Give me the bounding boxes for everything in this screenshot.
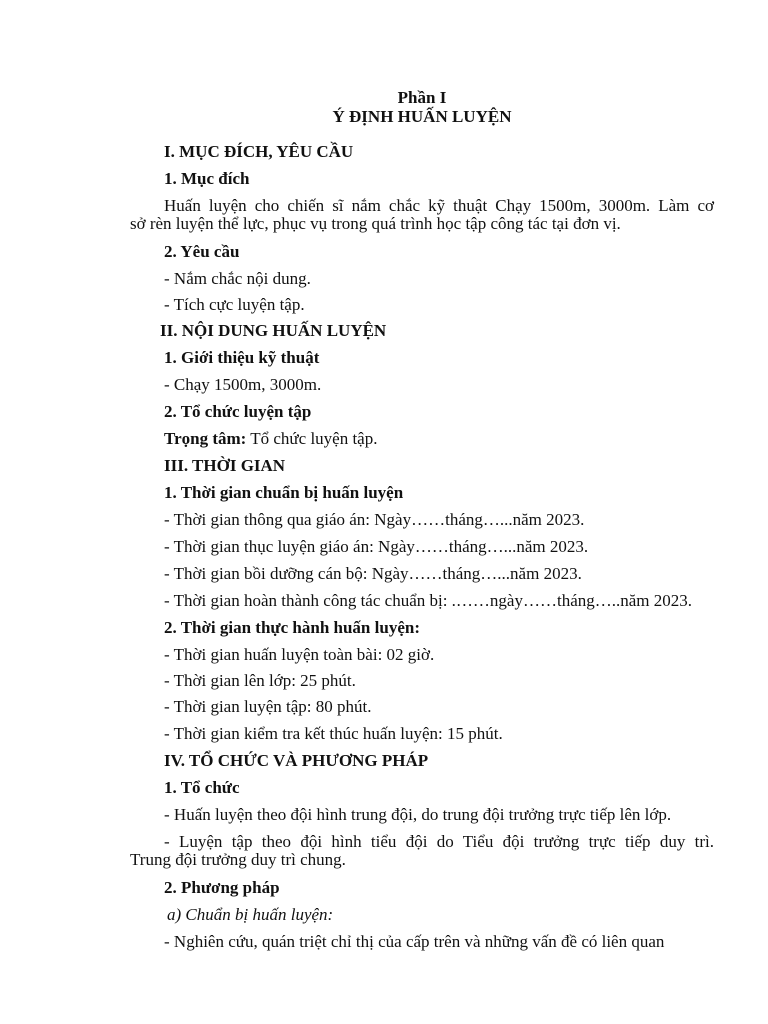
subsection-heading: 2. Phương pháp [164,878,280,897]
section-heading: I. MỤC ĐÍCH, YÊU CẦU [164,142,354,161]
section-heading: IV. TỔ CHỨC VÀ PHƯƠNG PHÁP [164,751,429,770]
focus-line [164,429,714,449]
subsection-heading: 1. Mục đích [164,169,250,188]
list-item: - Huấn luyện theo đội hình trung đội, do trung đội trưởng trực tiếp lên lớp. [164,805,672,824]
section-heading: II. NỘI DUNG HUẤN LUYỆN [160,321,387,340]
subsection-heading: 1. Giới thiệu kỹ thuật [164,348,320,367]
paragraph-line: - Luyện tập theo đội hình tiểu đội do Tiểu đội trưởng trực tiếp duy trì. [164,832,714,851]
list-item: - Nắm chắc nội dung. [164,269,311,288]
paragraph-line: Huấn luyện cho chiến sĩ nắm chắc kỹ thuật Chạy 1500m, 3000m. Làm cơ [164,196,714,215]
subsection-heading: 2. Yêu cầu [164,242,240,261]
subsection-heading: 2. Thời gian thực hành huấn luyện: [164,618,420,637]
part-label: Phần I [397,88,447,107]
list-item: - Thời gian kiểm tra kết thúc huấn luyện: 15 phút. [164,724,503,743]
list-item: - Thời gian luyện tập: 80 phút. [164,697,372,716]
sub-subsection-heading: a) Chuẩn bị huấn luyện: [167,905,334,924]
list-item: - Nghiên cứu, quán triệt chỉ thị của cấp trên và những vấn đề có liên quan [164,932,665,951]
list-item: - Tích cực luyện tập. [164,295,305,314]
list-item: - Thời gian bồi dưỡng cán bộ: Ngày……tháng…...năm 2023. [164,564,582,583]
document-title: Ý ĐỊNH HUẤN LUYỆN [332,107,512,126]
paragraph-line: Trung đội trưởng duy trì chung. [130,850,346,869]
focus-text: Tổ chức luyện tập. [246,429,378,448]
list-item: - Thời gian thông qua giáo án: Ngày……tháng…...năm 2023. [164,510,585,529]
subsection-heading: 1. Tổ chức [164,778,240,797]
list-item: - Thời gian lên lớp: 25 phút. [164,671,356,690]
subsection-heading: 2. Tổ chức luyện tập [164,402,312,421]
focus-label: Trọng tâm: [164,429,247,448]
list-item: - Thời gian hoàn thành công tác chuẩn bị: .……ngày……tháng…..năm 2023. [164,591,693,610]
list-item: - Thời gian huấn luyện toàn bài: 02 giờ. [164,645,435,664]
list-item: - Chạy 1500m, 3000m. [164,375,322,394]
list-item: - Thời gian thục luyện giáo án: Ngày……tháng…...năm 2023. [164,537,589,556]
section-heading: III. THỜI GIAN [164,456,286,475]
paragraph-line: sở rèn luyện thể lực, phục vụ trong quá trình học tập công tác tại đơn vị. [130,214,621,233]
subsection-heading: 1. Thời gian chuẩn bị huấn luyện [164,483,404,502]
